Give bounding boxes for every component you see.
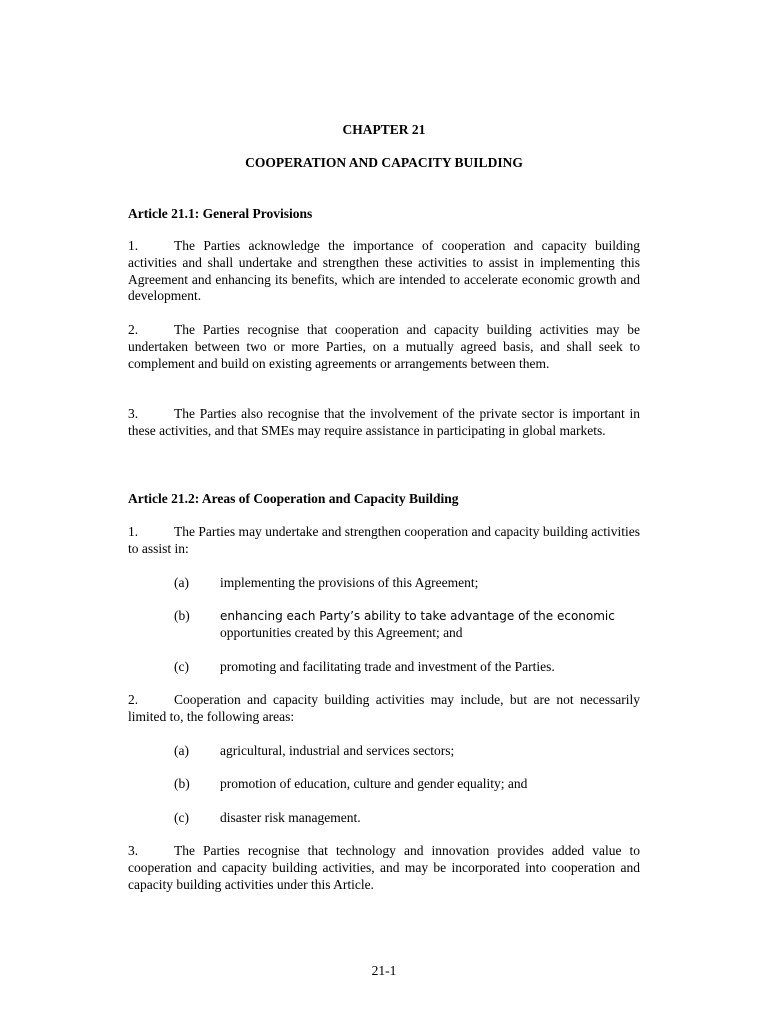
article-21-2-paragraph-3 xyxy=(128,843,640,893)
paragraph-text: The Parties acknowledge the importance of cooperation and capacity building activities and shall undertake and strengthen these activities to assist in implementing this Agreement and enhancing its benefits, which are intended to accelerate economic growth and development. xyxy=(128,238,640,304)
list-item-label: (a) xyxy=(174,575,189,590)
list-item-text: disaster risk management. xyxy=(220,810,361,825)
list-item-text: promotion of education, culture and gender equality; and xyxy=(220,776,528,791)
list-item-label: (a) xyxy=(174,743,189,758)
article-21-2-paragraph-1 xyxy=(128,524,640,558)
list-item xyxy=(174,810,640,827)
list-item xyxy=(174,659,640,676)
list-item-text: implementing the provisions of this Agreement; xyxy=(220,575,479,590)
page-number: 21-1 xyxy=(371,963,397,978)
list-item-text: agricultural, industrial and services sectors; xyxy=(220,743,455,758)
list-item xyxy=(174,743,640,760)
article-21-2-paragraph-2 xyxy=(128,692,640,726)
list-item-label: (b) xyxy=(174,608,190,623)
paragraph-number: 2. xyxy=(128,322,139,337)
chapter-number: CHAPTER 21 xyxy=(342,122,426,137)
list-item-label: (c) xyxy=(174,659,189,674)
paragraph-number: 1. xyxy=(128,524,139,539)
list-item-text xyxy=(220,608,640,642)
list-item-text-line-1: enhancing each Party’s ability to take advantage of the economic xyxy=(220,609,615,623)
article-21-1-heading: Article 21.1: General Provisions xyxy=(128,206,313,221)
article-21-2-heading: Article 21.2: Areas of Cooperation and Capacity Building xyxy=(128,491,459,506)
article-21-1-paragraph-1 xyxy=(128,238,640,305)
list-item-label: (c) xyxy=(174,810,189,825)
paragraph-text: The Parties recognise that technology and innovation provides added value to cooperation and capacity building activities, and may be incorporated into cooperation and capacity building activities under this Article. xyxy=(128,843,640,892)
paragraph-number: 2. xyxy=(128,692,139,707)
paragraph-text: The Parties may undertake and strengthen cooperation and capacity building activities to assist in: xyxy=(128,524,640,556)
paragraph-text: The Parties also recognise that the involvement of the private sector is important in these activities, and that SMEs may require assistance in participating in global markets. xyxy=(128,406,640,438)
paragraph-number: 1. xyxy=(128,238,139,253)
article-21-1-paragraph-3 xyxy=(128,406,640,440)
list-item xyxy=(174,575,640,592)
list-item-text-line-2: opportunities created by this Agreement; and xyxy=(220,624,463,640)
list-item xyxy=(174,776,640,793)
article-21-1-paragraph-2 xyxy=(128,322,640,372)
paragraph-text: The Parties recognise that cooperation and capacity building activities may be undertaken between two or more Parties, on a mutually agreed basis, and shall seek to complement and build on existing agreements or arrangements between them. xyxy=(128,322,640,371)
paragraph-number: 3. xyxy=(128,843,139,858)
list-item xyxy=(174,608,640,642)
paragraph-number: 3. xyxy=(128,406,139,421)
list-item-label: (b) xyxy=(174,776,190,791)
chapter-title: COOPERATION AND CAPACITY BUILDING xyxy=(245,155,523,170)
paragraph-text: Cooperation and capacity building activities may include, but are not necessarily limited to, the following areas: xyxy=(128,692,640,724)
list-item-text: promoting and facilitating trade and investment of the Parties. xyxy=(220,659,555,674)
